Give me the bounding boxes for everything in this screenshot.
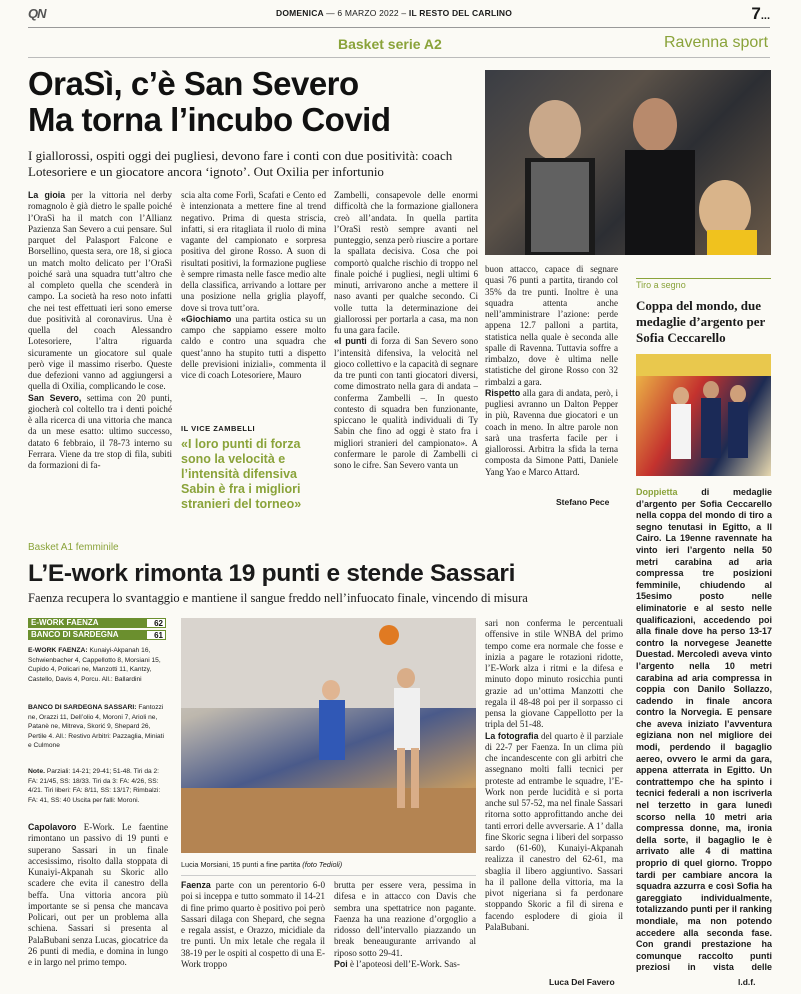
pull-quote-label: IL VICE ZAMBELLI (181, 424, 256, 433)
article1-column-4: buon attacco, capace di segnare quasi 76 punti a partita, tirando col 35% da tre punti. Inoltre è una squadra attenta anche nell’amministrare l’azione: perde appena 12.7 palloni a partita, statistica nella quale è seconda alle spalle di Ravenna. Tuttavia soffre a rimbalzo, dove è ultima nelle statistiche del girone Rosso con 32 rimbalzi a gara. Rispetto alla gara di andata, però, i pugliesi avranno un Dalton Pepper in più, Ravenna due giocatori e un coach in meno. In altre parole non sarà una trasferta facile per i giallorossi. Arbitra la sfida la terna composta da Simone Patti, Daniele Yang Yao e Marco Attard. (485, 264, 618, 477)
tabellino-sassari: BANCO DI SARDEGNA SASSARI: Fantozzi ne, Orazzi 11, Dell’olio 4, Moroni 7, Arioli ne, Patanè ne, Mitreva, Skorić 9, Shepard 26, Pertile 4. All.: Restivo Arbitri: Pazzaglia, Miniati e Culmone (28, 704, 164, 750)
scoreboard (28, 618, 166, 642)
article2-column-3: brutta per essere vera, pessima in difesa e in attacco con Davis che sembra una spettatrice non pagante. Faenza ha una reazione d’orgoglio a ridosso dell’intervallo piazzando un break beneaugurante arrivando al riposo sotto 29-41. Poi è l’apoteosi dell’E-Work. Sas- (334, 880, 476, 969)
tabellino-faenza: E-WORK FAENZA: Kunaiyi-Akpanah 16, Schwienbacher 4, Cappellotto 8, Morsiani 15, Cupido 4, Policari ne, Manzotti 11, Kantzy, Castello, Davis 4, Porcu. All.: Ballardini (28, 647, 161, 683)
page-header (28, 6, 770, 24)
article1-signature: Stefano Pece (556, 497, 610, 507)
sidebar-rule (636, 278, 771, 279)
article-standfirst: I giallorossi, ospiti oggi dei pugliesi, devono fare i conti con due positività: coach Lotesoriere e un giocatore ancora ‘ignoto’. Out Oxilia per infortunio (28, 148, 453, 179)
section-label: Basket serie A2 (338, 36, 442, 52)
article2-standfirst: Faenza recupera lo svantaggio e mantiene il sangue freddo nell’infuocato finale, vincendo di misura (28, 591, 528, 605)
score-row-home: E-WORK FAENZA 62 (28, 618, 166, 628)
article2-column-2: Faenza parte con un perentorio 6-0 poi si inceppa e tutto sommato il 14-21 di fine primo quarto è positivo poi però Sassari dilaga con Shepard, che segna e regala assist, e Orazzo, micidiale da tre punti. Un mix letale che regala il 38-19 per le ospiti al cospetto di una E-Work troppo (181, 880, 325, 969)
article1-column-1: La gioia per la vittoria nel derby romagnolo è già dietro le spalle poiché l’OraSì ha il match con l’Allianz Pazienza San Severo a cui pensare. Sul parquet del Palasport Falcone e Borsellino, questa sera, ore 18, si gioca un match molto delicato per l’OraSì poiché sarà una squadra tutt’altro che al completo quella che scenderà in campo. La società ha reso noto infatti che nei test effettuati ieri sono emerse due positività al coronavirus. Una è quella del coach Alessandro Lotesoriere, l’altra riguarda sicuramente un giocatore sul quale però vige il massimo riserbo. Queste due defezioni vanno ad aggiungersi a quella di Oxilia, complicando le cose. San Severo, settima con 20 punti, giocherà col coltello tra i denti poiché è alla ricerca di una vittoria che manca da un mese esatto: ultimo successo, datato 6 febbraio, il 78-73 interno su Ferrara. Viene da tre stop di fila, subiti da formazioni di fa- (28, 190, 172, 470)
shooting-podium-photo (636, 354, 771, 476)
sidebar-signature: l.d.f. (738, 977, 756, 987)
section-rule (28, 57, 770, 58)
basketball-action-photo (181, 618, 476, 853)
pull-quote-box (181, 424, 326, 512)
newspaper-logo: QN (28, 6, 46, 21)
sidebar-body: Doppietta di medaglie d’argento per Sofia Ceccarello nella coppa del mondo di tiro a segno tenutasi in Egitto, a Il Cairo. La 19enne ravennate ha vinto ieri l’argento nella 50 metri carabina ad aria compressa tre posizioni femminile, chiudendo al 15esimo posto nelle eliminatorie e al sesto nelle qualificazioni, accedendo poi alla finale dove ha perso 13-17 contro la norvegese Jeanette Duestad. Mercoledì aveva vinto l’argento nella 10 metri carabina ad aria compressa in coppia con Danilo Sollazzo, cadendo in finale ancora contro la Norvegia. E pensare che aveva iniziato l’avventura egiziana non nel migliore dei modi, perdendo il bagaglio aereo, ovvero le armi da gara, appena atterrata in Egitto. Un contrattempo che ha spinto i tecnici federali a non iscriverla nel terzetto in gara lunedì scorso nella 10 metri aria compressa donne, ma, ironia della sorte, il bagaglio le è arrivato alle 4 di mattina proprio di quel giorno. Troppo tardi per cambiare ancora la squadra azzurra e così Sofia ha gareggiato individualmente, totalizzando punti per il ranking mondiale, ma non potendo accedere alla seconda fase. Con grandi prestazione ha comunque raccolto punti preziosi in vista delle (636, 487, 772, 973)
day: DOMENICA (276, 8, 324, 18)
tabellino-note: Note. Parziali: 14-21; 29-41; 51-48. Tiri da 2: FA: 21/45, SS: 18/33. Tiri da 3: FA: 4/26, SS: 4/21. Tiri liberi: FA: 8/11, SS: 13/17; Rimbalzi: FA: 41, SS: 40 Uscita per falli: Moroni. (28, 768, 161, 804)
dateline: DOMENICA — 6 MARZO 2022 – IL RESTO DEL CARLINO (276, 8, 513, 18)
article2-headline: L’E-work rimonta 19 punti e stende Sassari (28, 560, 516, 587)
sidebar-headline: Coppa del mondo, due medaglie d’argento per Sofia Ceccarello (636, 298, 766, 345)
article-headline: OraSì, c’è San Severo Ma torna l’incubo Covid (28, 65, 391, 138)
article1-column-2: scia alta come Forlì, Scafati e Cento ed è intenzionata a mettere fine al trend negativo. Prima di questa striscia, infatti, si era ritagliata il ruolo di mina vagante del campionato e sorpresa positiva del girone Rosso. A suon di risultati positivi, la formazione pugliese è sempre rimasta nelle fasce medio alte della classifica, arrivando a lottare per una posizione nella griglia playoff, dove si trova tutt’ora. «Giochiamo una partita ostica su un campo che sappiamo essere molto caldo e contro una squadra che quest’anno ha stupito tutti a dispetto delle previsioni iniziali», commenta il vice di coach Lotesoriere, Mauro (181, 190, 326, 380)
article2-signature: Luca Del Favero (549, 977, 615, 987)
caption-rule (181, 875, 476, 876)
photo-illustration (181, 618, 476, 853)
article2-column-1: Capolavoro E-Work. Le faentine rimontano un passivo di 19 punti e superano Sassari in un finale accesissimo, risolto dalla stoppata di Kunaiyi-Akpanah su Skoric allo scadere che evita il canestro della beffa. Una vittoria ancora più importante se si pensa che mancava Policari, out per un problema alla schiena. Sassari si presenta al PalaBubani senza Lucas, giocatrice da 26 punti di media, e domina in lungo e in largo nel primo tempo. (28, 822, 168, 967)
article2-column-4: sari non conferma le percentuali offensive in stile WNBA del primo tempo come era normale che fosse e inizia a pagare le rotazioni ridotte, l’E-Work alza i ritmi e la difesa e minuto dopo minuto rosicchia punti grazie ad un’ottima Manzotti che regala il 48-48 poi per il sorpasso ci pensa la giovane Cappellotto per la tripla del 51-48. La fotografia del quarto è il parziale di 22-7 per Faenza. In un clima più che incandescente con gli arbitri che assegnano molti falli tecnici per proteste ad entrambe le squadre, l’E-Work non perde lucidità e si porta anche sul 57-52, ma nel finale Sassari ritorna sotto approfittando anche dei tanti errori delle avversarie. A 1’ dalla fine Skoric segna i liberi del sorpasso sardo (61-60), Kunaiyi-Akpanah realizza il canestro del 62-61, ma sbaglia il libero aggiuntivo. Sassari ha il pallone della vittoria, ma la pivot nigeriana si fa perdonare stoppando Skoric a fil di sirena e facendo esplodere di gioia il PalaBubani. (485, 618, 623, 932)
article2-section-label: Basket A1 femminile (28, 542, 119, 553)
paper-name: IL RESTO DEL CARLINO (408, 8, 513, 18)
date: 6 MARZO 2022 (337, 8, 399, 18)
photo-illustration (636, 354, 771, 476)
score-row-away: BANCO DI SARDEGNA 61 (28, 630, 166, 640)
page-number: 7... (751, 4, 770, 23)
pull-quote: «I loro punti di forza sono la velocità e l’intensità difensiva Sabin è fra i migliori stranieri del torneo» (181, 437, 302, 511)
photo-illustration (485, 70, 771, 255)
sidebar-kicker: Tiro a segno (636, 280, 686, 290)
article1-column-3: Zambelli, consapevole delle enormi difficoltà che la formazione giallonera creò all’andata. In quella partita l’OraSì restò sempre avanti nel punteggio, senza però riuscire a portare la spallata decisiva. Cosa che poi comportò qualche rischio di troppo nel finale poiché i pugliesi, negli ultimi 6 minuti, arrivarono anche a mettere il naso avanti per qualche secondo. Ci volle tutta la determinazione dei giallorossi per portarla a casa, ma non fu una gara facile. «I punti di forza di San Severo sono l’intensità difensiva, la velocità nel gioco collettivo e la capacità di segnare da tre punti con tanti giocatori diversi, come dimostrato nella gara di andata – conferma Zambelli –. In questo contesto di squadra ben funzionante, spiccano le qualità individuali di Ty Sabin che fino ad oggi è stato fra i migliori stranieri del campionato». A confermare le parole di Zambelli ci sono le cifre. San Severo vanta un (334, 190, 478, 470)
header-rule (28, 27, 770, 28)
basketball-coach-photo (485, 70, 771, 255)
photo-caption: Lucia Morsiani, 15 punti a fine partita (foto Tedioli) (181, 860, 343, 869)
section-right-label: Ravenna sport (664, 34, 769, 51)
